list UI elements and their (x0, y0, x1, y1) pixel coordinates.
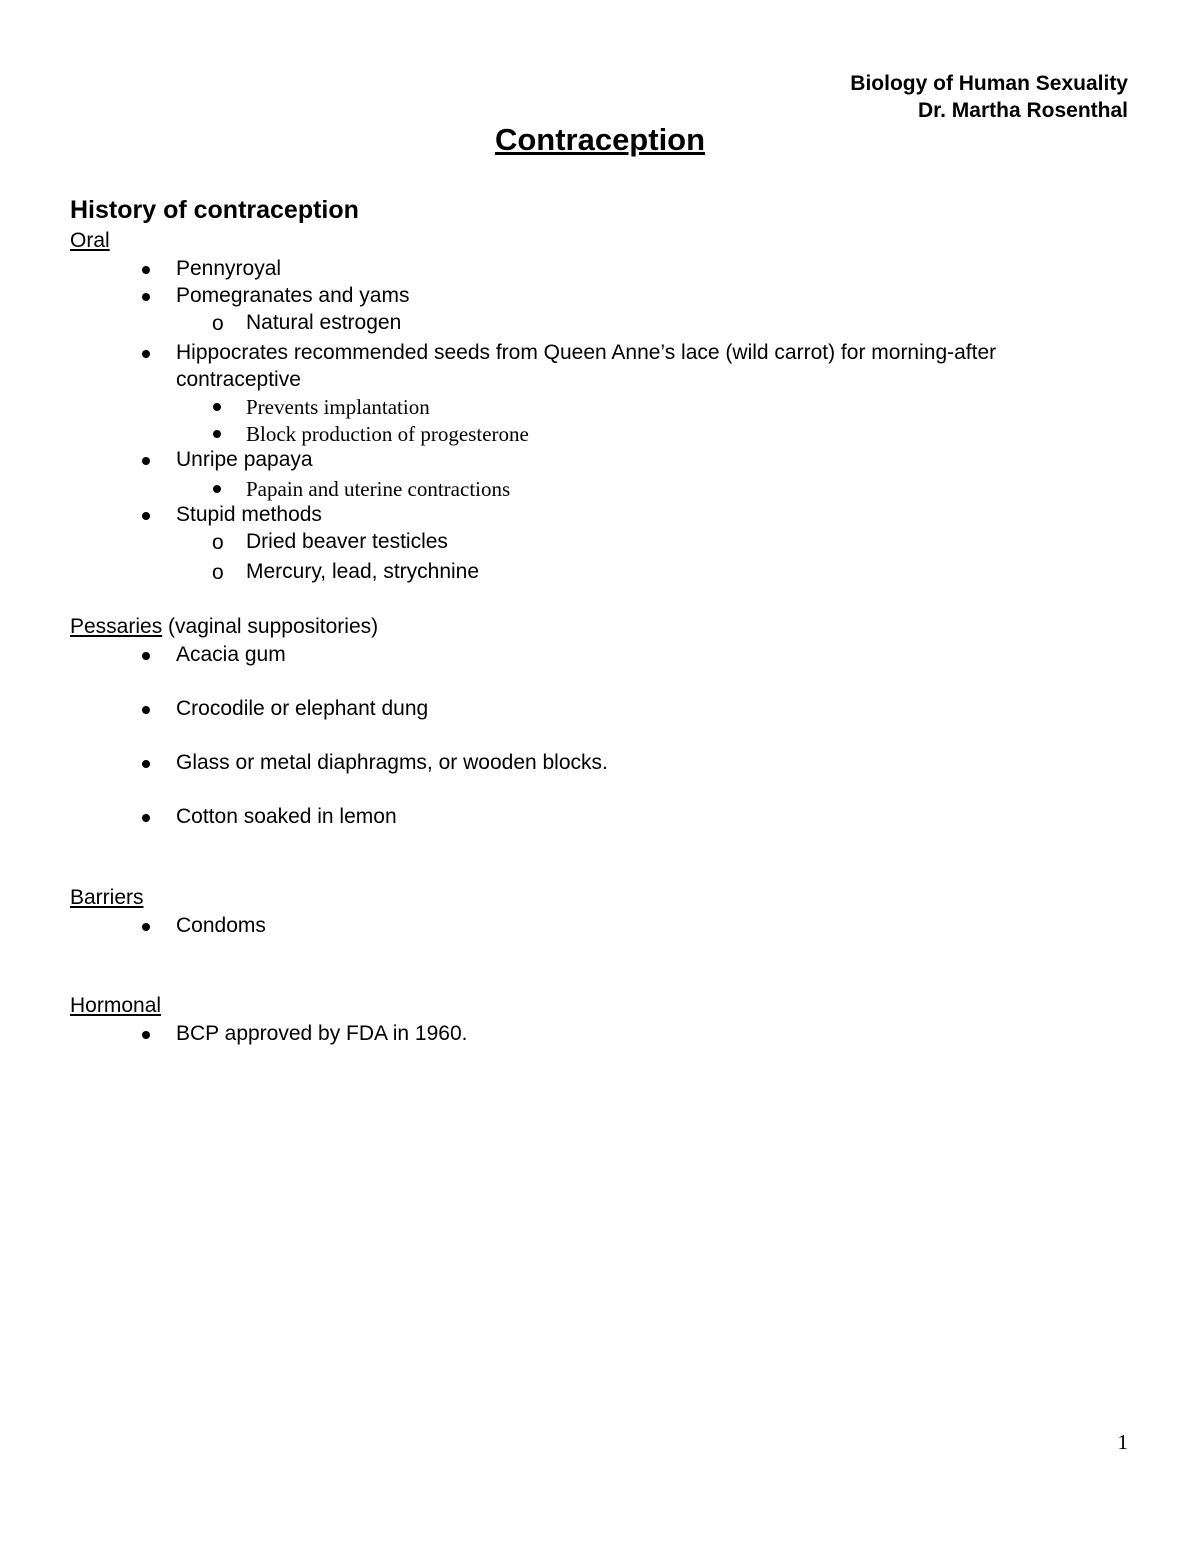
category-label-hormonal: Hormonal (70, 994, 162, 1017)
sub-list-item: Dried beaver testicles (246, 530, 448, 553)
bullet-icon (142, 706, 150, 714)
sub-list-item: Papain and uterine contractions (246, 477, 511, 501)
bullet-icon (142, 814, 150, 822)
bullet-icon (142, 350, 150, 358)
bullet-icon (213, 430, 221, 438)
category-label-suffix: (vaginal suppositories) (162, 615, 379, 638)
bullet-icon (213, 485, 221, 493)
list-item: Hippocrates recommended seeds from Queen Anne’s lace (wild carrot) for morning-after (176, 341, 997, 364)
bullet-icon (142, 457, 150, 465)
list-item: Pennyroyal (176, 257, 282, 280)
category-label-oral: Oral (70, 229, 110, 252)
list-item: Acacia gum (176, 643, 286, 666)
page-number: 1 (1117, 1430, 1128, 1454)
list-item: Stupid methods (176, 503, 322, 526)
bullet-icon (142, 1031, 150, 1039)
course-name: Biology of Human Sexuality (850, 72, 1128, 95)
circle-bullet-icon: o (212, 561, 224, 584)
list-item: Unripe papaya (176, 448, 313, 471)
list-item: Pomegranates and yams (176, 284, 410, 307)
circle-bullet-icon: o (212, 531, 224, 554)
section-heading: History of contraception (70, 196, 359, 224)
sub-list-item: Prevents implantation (246, 395, 430, 419)
bullet-icon (213, 403, 221, 411)
sub-list-item: Natural estrogen (246, 311, 402, 334)
list-item: Cotton soaked in lemon (176, 805, 397, 828)
list-item: Glass or metal diaphragms, or wooden blocks. (176, 751, 608, 774)
bullet-icon (142, 512, 150, 520)
category-label-pessaries: Pessaries (70, 615, 163, 638)
list-item: Condoms (176, 914, 266, 937)
category-pessaries (70, 615, 378, 639)
bullet-icon (142, 760, 150, 768)
sub-list-item: Block production of progesterone (246, 422, 529, 446)
category-label-barriers: Barriers (70, 886, 144, 909)
bullet-icon (142, 293, 150, 301)
instructor-name: Dr. Martha Rosenthal (917, 99, 1128, 122)
bullet-icon (142, 923, 150, 931)
list-item: BCP approved by FDA in 1960. (176, 1022, 468, 1045)
bullet-icon (142, 266, 150, 274)
list-item-continuation: contraceptive (176, 368, 301, 391)
page-title: Contraception (494, 122, 706, 157)
list-item: Crocodile or elephant dung (176, 697, 429, 720)
sub-list-item: Mercury, lead, strychnine (246, 560, 480, 583)
bullet-icon (142, 652, 150, 660)
circle-bullet-icon: o (212, 312, 224, 335)
